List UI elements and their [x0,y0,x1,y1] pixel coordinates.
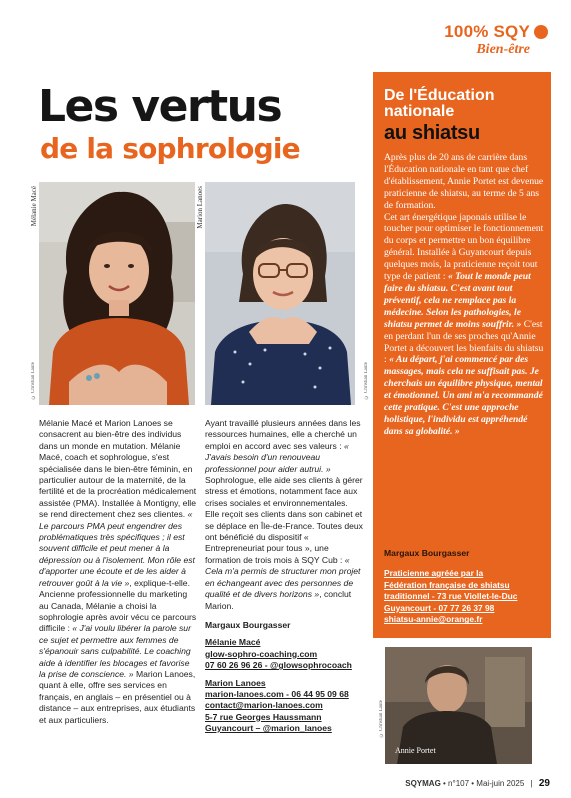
photo-left-photographer: © Christian Lauté [31,362,36,400]
section-dot-icon [534,25,548,39]
contact-marion-city-social[interactable]: Guyancourt – @marion_lanoes [205,723,332,734]
sidebar-contact-line2: Fédération française de shiatsu [384,579,510,590]
contact-marion-name: Marion Lanoes [205,677,266,688]
photo-marion-lanoes [205,182,355,405]
section-subtitle: Bien-être [476,42,530,57]
page-footer: SQYMAG • n°107 • Mai-juin 2025 | 29 [405,778,550,789]
article-signature: Margaux Bourgasser [205,619,291,630]
sidebar-body: Après plus de 20 ans de carrière dans l'Éducation nationale en tant que chef d'établissement, Annie Portet est devenue praticienne de shiatsu, au terme de 5 ans de formation. Cet art énergétique japonais utilise le toucher pour optimiser le fonctionnement du corps et permettre un bon équilibre général. Installée à Guyancourt depuis quelques mois, la praticienne reçoit tout type de patient : « Tout le monde peut faire du shiatsu. C'est avant tout préventif, cela ne remplace pas la médecine. Selon les pathologies, le shiatsu permet de moins souffrir. » C'est en perdant l'un de ses proches qu'Annie Portet a découvert les bienfaits du shiatsu : « Au départ, j'ai commencé par des massages, mais cela ne suffisait pas. Je cherchais un équilibre physique, mental et émotionnel. Un ami m'a recommandé cette pratique. C'est une approche holistique, l'individu est appréhendé dans sa globalité. » [384,152,544,437]
photo-right-name-credit: Marion Lanoes [196,186,204,229]
section-title: 100% SQY [444,22,530,41]
sidebar-contact-phone[interactable]: Guyancourt - 07 77 26 37 98 [384,602,495,613]
photo-annie-photographer: © Christian Lauté [379,700,384,738]
footer-mag-name: SQYMAG [405,779,441,788]
contact-marion-email-link[interactable]: contact@marion-lanoes.com [205,700,323,711]
sidebar-signature: Margaux Bourgasser [384,548,470,558]
photo-right-photographer: © Christian Lauté [364,362,369,400]
sidebar-contact-line3: traditionnel - 73 rue Viollet-le-Duc [384,591,518,602]
headline-line2: de la sophrologie [40,132,300,165]
photo-left-name-credit: Mélanie Macé [30,186,38,227]
contact-marion-web-phone[interactable]: marion-lanoes.com - 06 44 95 09 68 [205,688,349,699]
sidebar-contact-line1: Praticienne agréée par la [384,568,484,578]
page-number: 29 [538,778,550,789]
sidebar-heading: De l'Éducation nationale [384,87,495,120]
sidebar-contact-email-link[interactable]: shiatsu-annie@orange.fr [384,614,483,625]
sidebar-contact [384,568,549,626]
sidebar-subheading: au shiatsu [384,122,480,144]
contact-melanie-phone[interactable]: 07 60 26 96 26 - @glowsophrocoach [205,660,352,671]
contact-melanie-web-link[interactable]: glow-sophro-coaching.com [205,648,318,659]
photo-annie-caption: Annie Portet [395,746,436,755]
article-column-1: Mélanie Macé et Marion Lanoes se consacrent au bien-être des individus dans un monde en mutation. Mélanie Macé, coach et sophrologue, s'est spécialisée dans le bien-être féminin, en particulier autour de la maternité, de la fertilité et de la procréation médicalement assistée (PMA). Installée à Montigny, elle se rend directement chez ses clientes. « Le parcours PMA peut engendrer des problématiques très spécifiques ; il est souvent difficile et peut mener à la dépression ou à l'isolement. Mon rôle est d'apporter une écoute et de les aider à retrouver goût à la vie », explique-t-elle. Ancienne professionnelle du marketing au Canada, Mélanie a choisi la sophrologie après avoir vécu ce parcours difficile : « J'ai voulu libérer la parole sur ce sujet et permettre aux femmes de s'épanouir sans culpabilité. Le coaching aide à identifier les blocages et favorise la prise de conscience. » Marion Lanoes, quant à elle, offre ses services en français, en anglais – en présentiel ou à distance – aux entreprises, aux étudiants et aux particuliers. [39,418,197,725]
photo-melanie-mace [39,182,195,405]
contact-marion-address: 5-7 rue Georges Haussmann [205,711,322,722]
article-column-2: Ayant travaillé plusieurs années dans les ressources humaines, elle a cherché un emploi en accord avec ses valeurs : « J'avais besoin d'un renouveau professionnel pour aider autrui. » Sophrologue, elle aide ses clients à gérer stress et émotions, notamment face aux crises sociales et environnementales. Elle reçoit ses clients dans son cabinet et se déplace en Île-de-France. Toutes deux ont bénéficié du dispositif « Entrepreneuriat pour tous », une formation de trois mois à SQY Cub : « Cela m'a permis de structurer mon projet en échangeant avec des personnes de qualité et de divers horizons », conclut Marion. Margaux Bourgasser Mélanie Macé glow-sophro-coaching.com 07 60 26 96 26 - @glowsophrocoach Marion Lanoes marion-lanoes.com - 06 44 95 09 68 contact@marion-lanoes.com 5-7 rue Georges Haussmann Guyancourt – @marion_lanoes [205,418,363,734]
contact-melanie-name: Mélanie Macé [205,637,261,648]
footer-issue: • n°107 • Mai-juin 2025 [440,779,525,788]
headline-line1: Les vertus [38,81,282,132]
photo-annie-portet [385,647,532,764]
